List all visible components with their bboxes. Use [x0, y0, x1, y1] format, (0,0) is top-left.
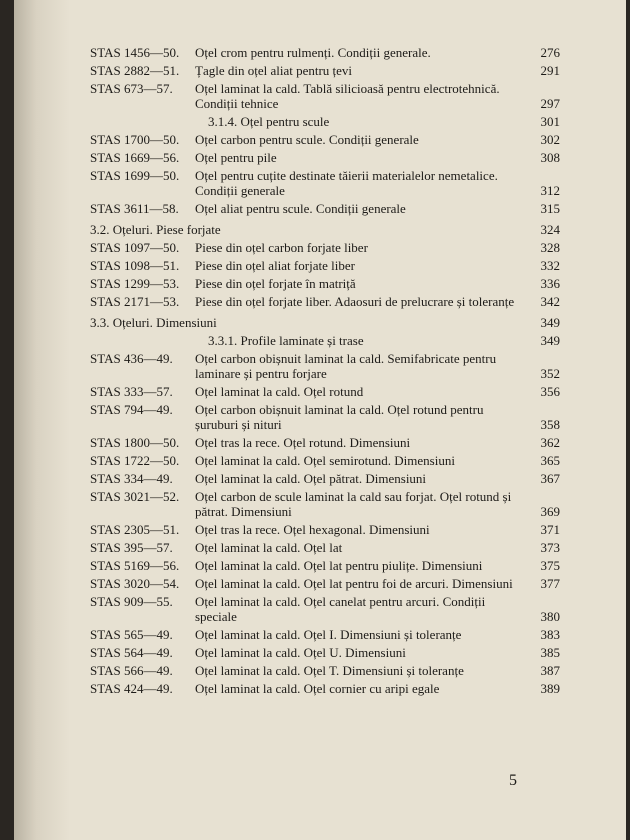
standard-code: STAS 1456—50.: [90, 45, 180, 60]
entry-title: Oțel laminat la cald. Oțel canelat pentru arcuri. Condiții speciale: [195, 594, 486, 624]
entry-title: Oțel carbon obișnuit laminat la cald. Semifabricate pentru laminare și pentru forjare: [195, 351, 497, 381]
toc-entry: [90, 351, 560, 381]
page-number: 291: [540, 63, 560, 78]
page-number: 380: [540, 609, 560, 624]
toc-entry: [90, 576, 560, 591]
entry-title: Oțel laminat la cald. Oțel lat pentru foi de arcuri. Dimensiuni: [195, 576, 513, 591]
standard-code: STAS 395—57.: [90, 540, 173, 555]
toc-entry: [90, 294, 560, 309]
standard-code: STAS 1098—51.: [90, 258, 180, 273]
page-number: 276: [540, 45, 560, 60]
page-number: 349: [540, 315, 560, 330]
page-number: 362: [540, 435, 560, 450]
toc-entry: [90, 150, 560, 165]
entry-title: Oțel carbon obișnuit laminat la cald. Oțel rotund pentru șuruburi și nituri: [195, 402, 484, 432]
toc-entry: [90, 132, 560, 147]
standard-code: STAS 1097—50.: [90, 240, 180, 255]
entry-title: Piese din oțel forjate în matriță: [195, 276, 356, 291]
entry-title: Oțel tras la rece. Oțel rotund. Dimensiuni: [195, 435, 411, 450]
page-number: 358: [540, 417, 560, 432]
toc-entry: [90, 384, 560, 399]
page-number: 352: [540, 366, 560, 381]
toc-section: [90, 315, 560, 330]
page-number: 332: [540, 258, 560, 273]
standard-code: STAS 2305—51.: [90, 522, 180, 537]
standard-code: STAS 5169—56.: [90, 558, 180, 573]
page-number: 324: [540, 222, 560, 237]
entry-title: Piese din oțel forjate liber. Adaosuri de prelucrare și toleranțe: [195, 294, 515, 309]
entry-title: Oțel crom pentru rulmenți. Condiții generale.: [195, 45, 431, 60]
page-number: 369: [540, 504, 560, 519]
subsection-title: 3.3.1. Profile laminate și trase: [208, 333, 364, 348]
standard-code: STAS 1299—53.: [90, 276, 180, 291]
entry-title: Oțel laminat la cald. Oțel T. Dimensiuni și toleranțe: [195, 663, 464, 678]
entry-title: Oțel laminat la cald. Oțel cornier cu aripi egale: [195, 681, 440, 696]
toc-subsection: [90, 114, 560, 129]
toc-section: [90, 222, 560, 237]
entry-title: Oțel carbon de scule laminat la cald sau forjat. Oțel rotund și pătrat. Dimensiuni: [195, 489, 512, 519]
entry-title: Oțel laminat la cald. Oțel rotund: [195, 384, 364, 399]
page-number: 308: [540, 150, 560, 165]
toc-entry: [90, 258, 560, 273]
entry-title: Țagle din oțel aliat pentru țevi: [195, 63, 353, 78]
toc-entry: [90, 540, 560, 555]
standard-code: STAS 565—49.: [90, 627, 173, 642]
entry-title: Oțel pentru pile: [195, 150, 277, 165]
page-number: 302: [540, 132, 560, 147]
toc-entry: [90, 402, 560, 432]
page-number: 385: [540, 645, 560, 660]
toc-entry: [90, 522, 560, 537]
page-number: 375: [540, 558, 560, 573]
toc-entry: [90, 63, 560, 78]
standard-code: STAS 333—57.: [90, 384, 173, 399]
toc-entry: [90, 435, 560, 450]
standard-code: STAS 909—55.: [90, 594, 173, 609]
page-number: 367: [540, 471, 560, 486]
toc-entry: [90, 168, 560, 198]
standard-code: STAS 1700—50.: [90, 132, 180, 147]
toc-entry: [90, 240, 560, 255]
toc-entry: [90, 45, 560, 60]
page-number: 356: [540, 384, 560, 399]
standard-code: STAS 436—49.: [90, 351, 173, 366]
page-number: 373: [540, 540, 560, 555]
page-number: 371: [540, 522, 560, 537]
toc-entry: [90, 627, 560, 642]
toc-entry: [90, 645, 560, 660]
page-number: 315: [540, 201, 560, 216]
page-number: 328: [540, 240, 560, 255]
toc-entry: [90, 81, 560, 111]
entry-title: Piese din oțel carbon forjate liber: [195, 240, 368, 255]
toc-entry: [90, 558, 560, 573]
page-number: 301: [540, 114, 560, 129]
standard-code: STAS 794—49.: [90, 402, 173, 417]
standard-code: STAS 3611—58.: [90, 201, 179, 216]
entry-title: Oțel laminat la cald. Oțel U. Dimensiuni: [195, 645, 406, 660]
toc-subsection: [90, 333, 560, 348]
standard-code: STAS 1699—50.: [90, 168, 180, 183]
standard-code: STAS 424—49.: [90, 681, 173, 696]
entry-title: Oțel pentru cuțite destinate tăierii materialelor nemetalice. Condiții generale: [195, 168, 498, 198]
toc-entry: [90, 201, 560, 216]
standard-code: STAS 673—57.: [90, 81, 173, 96]
entry-title: Oțel laminat la cald. Oțel semirotund. Dimensiuni: [195, 453, 455, 468]
toc-entry: [90, 681, 560, 696]
entry-title: Oțel laminat la cald. Oțel I. Dimensiuni și toleranțe: [195, 627, 462, 642]
entry-title: Piese din oțel aliat forjate liber: [195, 258, 355, 273]
page-number: 349: [540, 333, 560, 348]
section-title: 3.3. Oțeluri. Dimensiuni: [90, 315, 217, 330]
standard-code: STAS 3020—54.: [90, 576, 180, 591]
standard-code: STAS 2171—53.: [90, 294, 180, 309]
entry-title: Oțel laminat la cald. Oțel lat: [195, 540, 343, 555]
standard-code: STAS 1669—56.: [90, 150, 180, 165]
page-number: 336: [540, 276, 560, 291]
page-number: 365: [540, 453, 560, 468]
page-number: 383: [540, 627, 560, 642]
standard-code: STAS 3021—52.: [90, 489, 180, 504]
toc-entry: [90, 594, 560, 624]
standard-code: STAS 1800—50.: [90, 435, 180, 450]
entry-title: Oțel laminat la cald. Oțel lat pentru piulițe. Dimensiuni: [195, 558, 483, 573]
page-number: 387: [540, 663, 560, 678]
entry-title: Oțel laminat la cald. Tablă silicioasă pentru electrotehnică. Condiții tehnice: [195, 81, 500, 111]
table-of-contents: [90, 45, 560, 699]
page-number: 297: [540, 96, 560, 111]
section-title: 3.2. Oțeluri. Piese forjate: [90, 222, 221, 237]
entry-title: Oțel tras la rece. Oțel hexagonal. Dimensiuni: [195, 522, 430, 537]
page-number: 389: [540, 681, 560, 696]
page-number: 377: [540, 576, 560, 591]
subsection-title: 3.1.4. Oțel pentru scule: [208, 114, 330, 129]
page-gutter: [14, 0, 70, 840]
entry-title: Oțel carbon pentru scule. Condiții generale: [195, 132, 419, 147]
entry-title: Oțel aliat pentru scule. Condiții generale: [195, 201, 406, 216]
folio-page-number: 5: [509, 772, 517, 789]
toc-entry: [90, 489, 560, 519]
standard-code: STAS 1722—50.: [90, 453, 180, 468]
toc-entry: [90, 471, 560, 486]
entry-title: Oțel laminat la cald. Oțel pătrat. Dimensiuni: [195, 471, 427, 486]
standard-code: STAS 334—49.: [90, 471, 173, 486]
page-number: 312: [540, 183, 560, 198]
toc-entry: [90, 663, 560, 678]
toc-entry: [90, 453, 560, 468]
standard-code: STAS 564—49.: [90, 645, 173, 660]
page-number: 342: [540, 294, 560, 309]
standard-code: STAS 566—49.: [90, 663, 173, 678]
toc-entry: [90, 276, 560, 291]
standard-code: STAS 2882—51.: [90, 63, 180, 78]
